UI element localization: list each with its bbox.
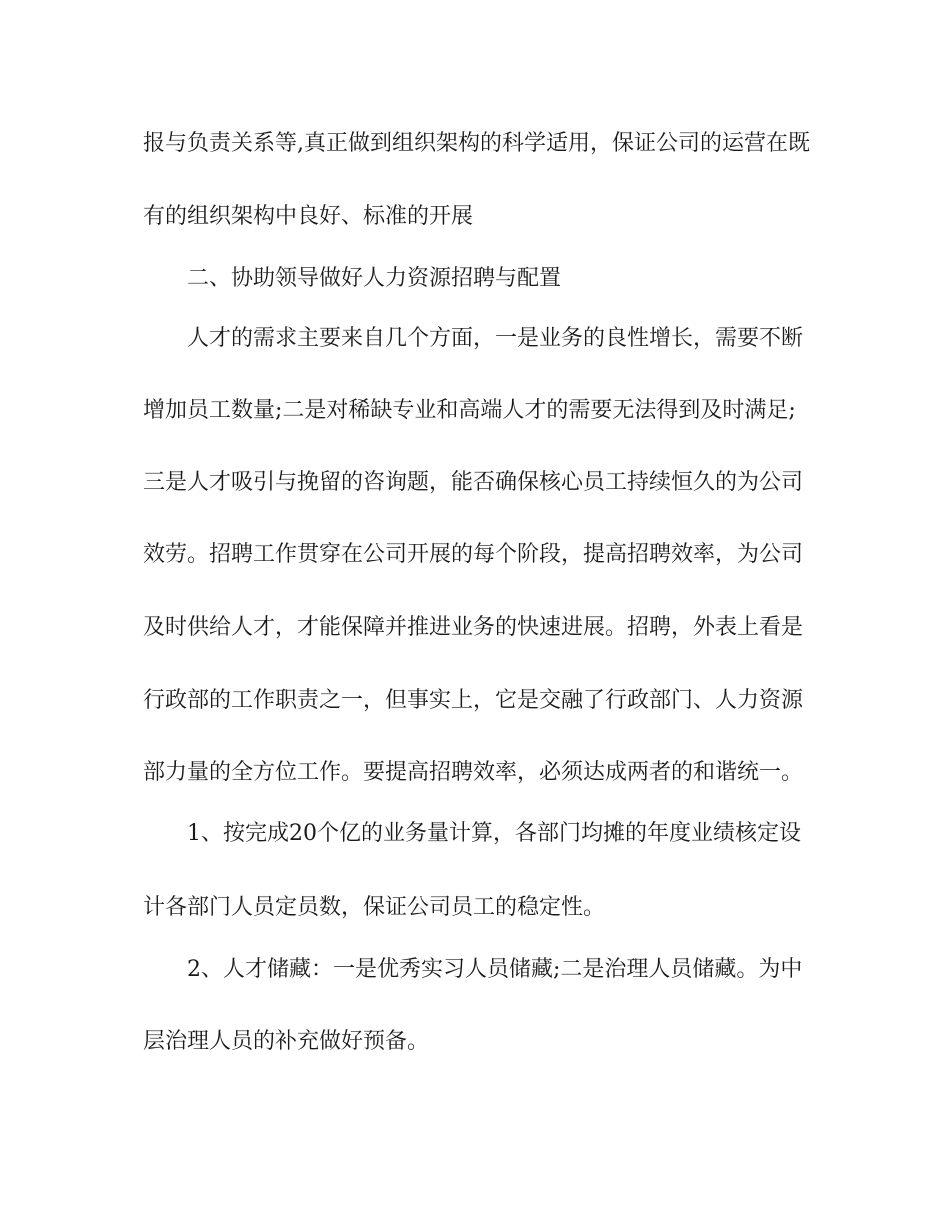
paragraph-line: 增加员工数量;二是对稀缺专业和高端人才的需要无法得到及时满足; <box>143 398 796 423</box>
paragraph-line: 效劳。招聘工作贯穿在公司开展的每个阶段，提高招聘效率，为公司 <box>143 542 804 567</box>
paragraph-continuation-line-1: 报与负责关系等,真正做到组织架构的科学适用，保证公司的运营在既 <box>143 131 810 156</box>
paragraph-line: 三是人才吸引与挽留的咨询题，能否确保核心员工持续恒久的为公司 <box>143 470 804 495</box>
paragraph-line: 人才的需求主要来自几个方面，一是业务的良性增长，需要不断 <box>187 326 804 351</box>
list-item-1-line: 计各部门人员定员数，保证公司员工的稳定性。 <box>143 895 606 920</box>
section-heading: 二、协助领导做好人力资源招聘与配置 <box>187 266 562 291</box>
list-item-2-line: 层治理人员的补充做好预备。 <box>143 1029 430 1054</box>
list-item-2-line: 2、人才储藏：一是优秀实习人员储藏;二是治理人员储藏。为中 <box>187 957 803 982</box>
paragraph-line: 及时供给人才，才能保障并推进业务的快速进展。招聘，外表上看是 <box>143 615 804 640</box>
paragraph-line: 行政部的工作职责之一，但事实上，它是交融了行政部门、人力资源 <box>143 688 804 713</box>
paragraph-line: 部力量的全方位工作。要提高招聘效率，必须达成两者的和谐统一。 <box>143 760 804 785</box>
list-item-1-line: 1、按完成20个亿的业务量计算，各部门均摊的年度业绩核定设 <box>187 821 801 846</box>
paragraph-continuation-line-2: 有的组织架构中良好、标准的开展 <box>143 204 474 229</box>
